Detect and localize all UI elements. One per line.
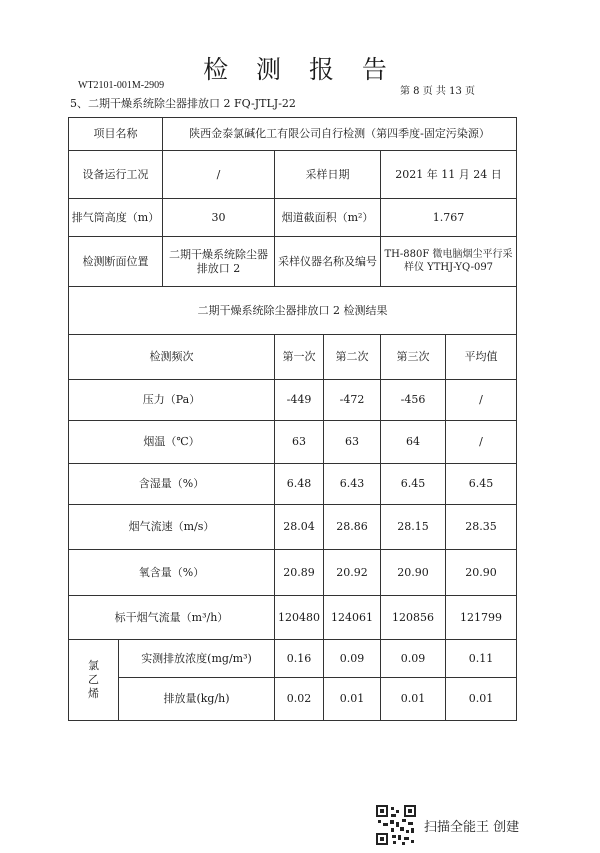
table-row xyxy=(69,380,517,421)
position-value: 二期干燥系统除尘器排放口 2 xyxy=(163,237,275,287)
report-table xyxy=(68,117,517,721)
report-title: 检 测 报 告 xyxy=(203,55,397,84)
cell: 63 xyxy=(275,421,324,464)
info-row-condition xyxy=(69,151,517,199)
page-info: 第 8 页 共 13 页 xyxy=(400,86,475,97)
cell: 0.01 xyxy=(381,678,446,721)
cell: 124061 xyxy=(324,596,381,640)
row-label: 排放量(kg/h) xyxy=(119,678,275,721)
table-row xyxy=(69,678,517,721)
table-row xyxy=(69,640,517,678)
instrument-value: TH-880F 微电脑烟尘平行采样仪 YTHJ-YQ-097 xyxy=(381,237,517,287)
cell: 6.48 xyxy=(275,464,324,505)
cell: 120856 xyxy=(381,596,446,640)
condition-value: / xyxy=(163,151,275,199)
header-first: 第一次 xyxy=(275,335,324,380)
stack-height-value: 30 xyxy=(163,199,275,237)
condition-label: 设备运行工况 xyxy=(69,151,163,199)
flue-area-value: 1.767 xyxy=(381,199,517,237)
table-row xyxy=(69,596,517,640)
cell: / xyxy=(446,380,517,421)
stack-height-label: 排气筒高度（m） xyxy=(69,199,163,237)
row-label: 实测排放浓度(mg/m³) xyxy=(119,640,275,678)
header-frequency: 检测频次 xyxy=(69,335,275,380)
table-row xyxy=(69,550,517,596)
pollutant-name xyxy=(69,640,119,721)
flue-area-label: 烟道截面积（m²） xyxy=(275,199,381,237)
qr-code-icon xyxy=(376,805,416,845)
cell: 20.92 xyxy=(324,550,381,596)
cell: 28.86 xyxy=(324,505,381,550)
cell: 28.04 xyxy=(275,505,324,550)
cell: / xyxy=(446,421,517,464)
cell: 0.16 xyxy=(275,640,324,678)
section-title: 5、二期干燥系统除尘器排放口 2 FQ-JTLJ-22 xyxy=(70,97,296,110)
cell: 6.43 xyxy=(324,464,381,505)
cell: 64 xyxy=(381,421,446,464)
cell: 0.09 xyxy=(324,640,381,678)
cell: 120480 xyxy=(275,596,324,640)
table-row xyxy=(69,464,517,505)
cell: 6.45 xyxy=(446,464,517,505)
cell: 28.35 xyxy=(446,505,517,550)
info-row-stack xyxy=(69,199,517,237)
header-third: 第三次 xyxy=(381,335,446,380)
table-row xyxy=(69,505,517,550)
instrument-label: 采样仪器名称及编号 xyxy=(275,237,381,287)
pollutant-char: 氯 xyxy=(88,659,99,673)
cell: 0.11 xyxy=(446,640,517,678)
cell: -449 xyxy=(275,380,324,421)
cell: 0.02 xyxy=(275,678,324,721)
info-row-project xyxy=(69,118,517,151)
pollutant-char: 乙 xyxy=(88,673,99,687)
cell: -472 xyxy=(324,380,381,421)
table-row xyxy=(69,421,517,464)
project-value: 陕西金泰氯碱化工有限公司自行检测（第四季度-固定污染源） xyxy=(163,118,517,151)
cell: 0.01 xyxy=(446,678,517,721)
results-header-row xyxy=(69,335,517,380)
position-label: 检测断面位置 xyxy=(69,237,163,287)
cell: 20.90 xyxy=(381,550,446,596)
cell: 0.01 xyxy=(324,678,381,721)
sampling-date-value: 2021 年 11 月 24 日 xyxy=(381,151,517,199)
row-label: 烟气流速（m/s） xyxy=(69,505,275,550)
row-label: 标干烟气流量（m³/h） xyxy=(69,596,275,640)
results-caption-row xyxy=(69,287,517,335)
header-average: 平均值 xyxy=(446,335,517,380)
cell: -456 xyxy=(381,380,446,421)
cell: 63 xyxy=(324,421,381,464)
scanner-label: 扫描全能王 创建 xyxy=(424,819,520,835)
sampling-date-label: 采样日期 xyxy=(275,151,381,199)
results-caption: 二期干燥系统除尘器排放口 2 检测结果 xyxy=(69,287,517,335)
scanner-watermark xyxy=(376,805,519,845)
pollutant-char: 烯 xyxy=(88,686,99,700)
info-row-position xyxy=(69,237,517,287)
cell: 20.89 xyxy=(275,550,324,596)
header-second: 第二次 xyxy=(324,335,381,380)
row-label: 压力（Pa） xyxy=(69,380,275,421)
cell: 20.90 xyxy=(446,550,517,596)
row-label: 烟温（℃） xyxy=(69,421,275,464)
row-label: 氧含量（%） xyxy=(69,550,275,596)
document-number: WT2101-001M-2909 xyxy=(78,80,165,91)
project-label: 项目名称 xyxy=(69,118,163,151)
row-label: 含湿量（%） xyxy=(69,464,275,505)
cell: 121799 xyxy=(446,596,517,640)
cell: 6.45 xyxy=(381,464,446,505)
cell: 28.15 xyxy=(381,505,446,550)
cell: 0.09 xyxy=(381,640,446,678)
